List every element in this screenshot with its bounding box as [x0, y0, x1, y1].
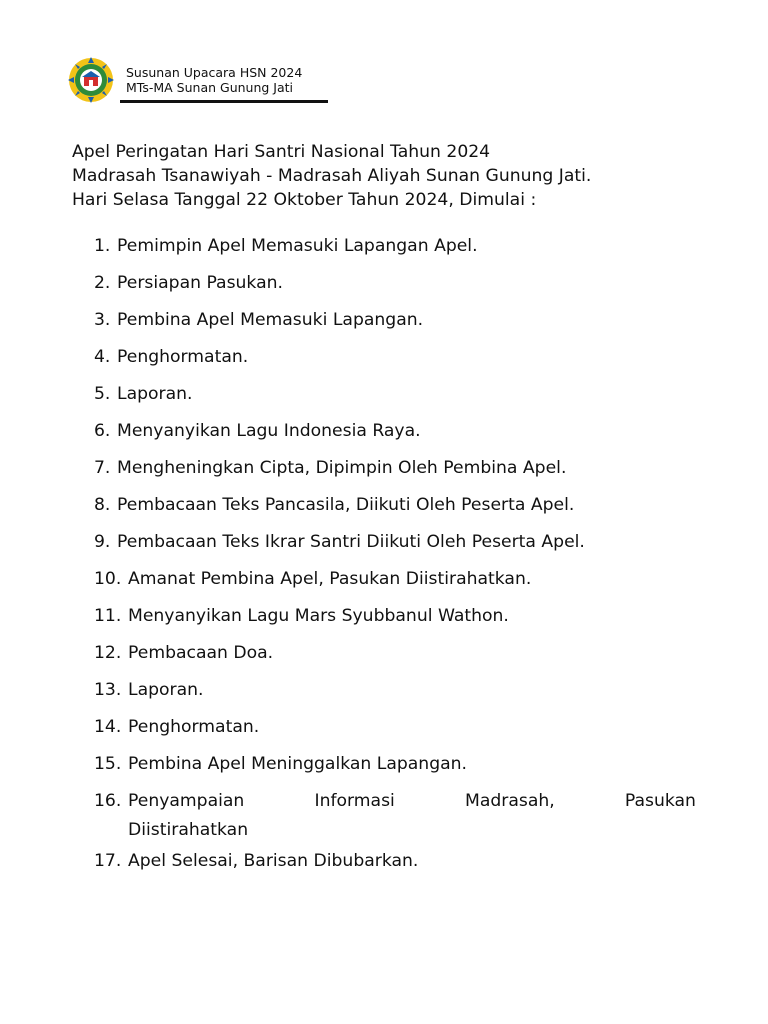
- item-number: 6.: [94, 421, 111, 441]
- item-number: 17.: [94, 851, 122, 871]
- item-text: Menyanyikan Lagu Mars Syubbanul Wathon.: [128, 606, 509, 626]
- item-text: Persiapan Pasukan.: [117, 273, 283, 293]
- list-item: [72, 343, 698, 380]
- item-text: Laporan.: [128, 680, 204, 700]
- list-item: [72, 232, 698, 269]
- intro-line-3: Hari Selasa Tanggal 22 Oktober Tahun 2024, Dimulai :: [72, 190, 537, 210]
- ceremony-agenda-list: [72, 232, 698, 884]
- item-text: Pembina Apel Memasuki Lapangan.: [117, 310, 424, 330]
- item-number: 11.: [94, 606, 122, 626]
- item-text: Laporan.: [117, 384, 193, 404]
- list-item: [72, 787, 698, 847]
- intro-paragraph: [72, 140, 712, 212]
- header-title: Susunan Upacara HSN 2024: [126, 65, 303, 80]
- list-item: [72, 454, 698, 491]
- item-word: Madrasah,: [465, 791, 555, 811]
- document-header: [68, 55, 328, 105]
- item-text: Pemimpin Apel Memasuki Lapangan Apel.: [117, 236, 478, 256]
- item-text: Pembacaan Doa.: [128, 643, 274, 663]
- item-number: 12.: [94, 643, 122, 663]
- list-item: [72, 306, 698, 343]
- item-text: Pembacaan Teks Pancasila, Diikuti Oleh Peserta Apel.: [117, 495, 575, 515]
- list-item: [72, 713, 698, 750]
- item-number: 1.: [94, 236, 111, 256]
- item-text: Amanat Pembina Apel, Pasukan Diistirahatkan.: [128, 569, 532, 589]
- list-item: [72, 639, 698, 676]
- item-text: Pembacaan Teks Ikrar Santri Diikuti Oleh Peserta Apel.: [117, 532, 585, 552]
- list-item: [72, 676, 698, 713]
- item-text: Mengheningkan Cipta, Dipimpin Oleh Pembina Apel.: [117, 458, 567, 478]
- school-logo-icon: [68, 57, 114, 103]
- item-text: Penghormatan.: [117, 347, 249, 367]
- header-divider: [120, 100, 328, 103]
- item-number: 3.: [94, 310, 111, 330]
- item-number: 13.: [94, 680, 122, 700]
- list-item: [72, 380, 698, 417]
- item-word: Penyampaian: [128, 791, 245, 811]
- list-item: [72, 750, 698, 787]
- item-text: Menyanyikan Lagu Indonesia Raya.: [117, 421, 421, 441]
- list-item: [72, 602, 698, 639]
- list-item: [72, 565, 698, 602]
- header-text: [126, 65, 302, 95]
- list-item: [72, 491, 698, 528]
- item-text-line-2: Diistirahatkan: [128, 820, 249, 840]
- item-number: 14.: [94, 717, 122, 737]
- item-number: 8.: [94, 495, 111, 515]
- item-number: 16.: [94, 791, 122, 811]
- item-number: 7.: [94, 458, 111, 478]
- item-number: 15.: [94, 754, 122, 774]
- header-subtitle: MTs-MA Sunan Gunung Jati: [126, 80, 294, 95]
- intro-line-2: Madrasah Tsanawiyah - Madrasah Aliyah Sunan Gunung Jati.: [72, 166, 592, 186]
- intro-line-1: Apel Peringatan Hari Santri Nasional Tahun 2024: [72, 142, 491, 162]
- list-item: [72, 847, 698, 884]
- item-word: Informasi: [314, 791, 395, 811]
- list-item: [72, 528, 698, 565]
- item-number: 10.: [94, 569, 122, 589]
- item-text: Pembina Apel Meninggalkan Lapangan.: [128, 754, 467, 774]
- item-text: Penghormatan.: [128, 717, 260, 737]
- item-number: 2.: [94, 273, 111, 293]
- item-number: 9.: [94, 532, 111, 552]
- list-item: [72, 269, 698, 306]
- item-text: [128, 787, 696, 845]
- item-text: Apel Selesai, Barisan Dibubarkan.: [128, 851, 419, 871]
- list-item: [72, 417, 698, 454]
- item-word: Pasukan: [624, 791, 696, 811]
- item-number: 5.: [94, 384, 111, 404]
- item-number: 4.: [94, 347, 111, 367]
- item-text-line-1: [128, 787, 696, 816]
